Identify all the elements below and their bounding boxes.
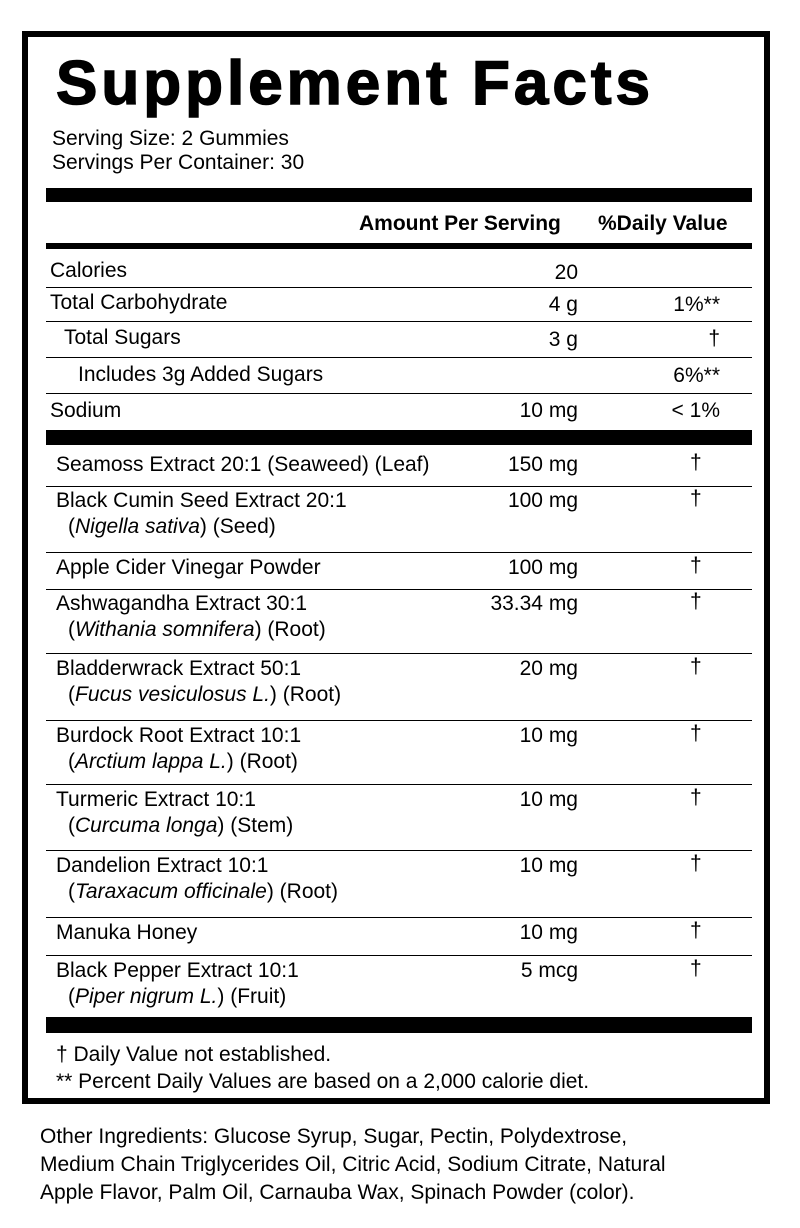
- paren-open: (: [68, 750, 75, 773]
- ingredient-daily-value: †: [690, 786, 702, 809]
- row-divider: [46, 486, 752, 487]
- ingredient-name: Black Pepper Extract 10:1: [56, 959, 299, 982]
- plant-part: ) (Root): [226, 750, 298, 773]
- row-divider: [46, 850, 752, 851]
- ingredient-daily-value: †: [690, 852, 702, 875]
- other-ingredients-line: Other Ingredients: Glucose Syrup, Sugar, Pectin, Polydextrose,: [40, 1125, 628, 1148]
- serving-size: Serving Size: 2 Gummies: [52, 127, 289, 150]
- nutrient-daily-value: < 1%: [671, 399, 720, 422]
- divider-thick: [46, 1017, 752, 1033]
- ingredient-amount: 20 mg: [519, 657, 578, 680]
- row-divider: [46, 393, 752, 394]
- nutrient-name: Sodium: [50, 399, 122, 422]
- ingredient-name: Apple Cider Vinegar Powder: [56, 556, 321, 579]
- ingredient-botanical: [68, 514, 276, 540]
- ingredient-name: Turmeric Extract 10:1: [56, 788, 256, 811]
- divider-medium: [46, 243, 752, 249]
- row-divider: [46, 720, 752, 721]
- ingredient-daily-value: †: [690, 722, 702, 745]
- latin-name: Fucus vesiculosus L.: [75, 683, 270, 706]
- ingredient-amount: 10 mg: [519, 854, 578, 877]
- ingredient-daily-value: †: [690, 451, 702, 474]
- ingredient-name: Burdock Root Extract 10:1: [56, 724, 302, 747]
- nutrient-name: Total Sugars: [64, 326, 181, 349]
- row-divider: [46, 321, 752, 322]
- paren-open: (: [68, 880, 75, 903]
- ingredient-name: Dandelion Extract 10:1: [56, 854, 269, 877]
- ingredient-amount: 150 mg: [507, 453, 578, 476]
- ingredient-botanical: [68, 749, 298, 775]
- row-divider: [46, 357, 752, 358]
- ingredient-name: Manuka Honey: [56, 921, 198, 944]
- nutrient-name: Calories: [50, 259, 128, 282]
- latin-name: Nigella sativa: [75, 515, 200, 538]
- ingredient-amount: 10 mg: [519, 921, 578, 944]
- ingredient-amount: 33.34 mg: [490, 592, 578, 615]
- paren-open: (: [68, 618, 75, 641]
- ingredient-name: Black Cumin Seed Extract 20:1: [56, 489, 347, 512]
- plant-part: ) (Fruit): [217, 985, 287, 1008]
- other-ingredients: [40, 1123, 780, 1207]
- latin-name: Arctium lappa L.: [75, 750, 227, 773]
- panel-title: Supplement Facts: [56, 49, 654, 118]
- row-divider: [46, 917, 752, 918]
- paren-open: (: [68, 985, 75, 1008]
- ingredient-amount: 100 mg: [507, 556, 578, 579]
- ingredient-name: Seamoss Extract 20:1 (Seaweed) (Leaf): [56, 453, 430, 476]
- ingredient-daily-value: †: [690, 487, 702, 510]
- ingredient-botanical: [68, 682, 341, 708]
- ingredient-daily-value: †: [690, 655, 702, 678]
- nutrient-amount: 4 g: [548, 293, 578, 316]
- paren-open: (: [68, 683, 75, 706]
- ingredient-daily-value: †: [690, 957, 702, 980]
- row-divider: [46, 653, 752, 654]
- plant-part: ) (Root): [254, 618, 326, 641]
- ingredient-daily-value: †: [690, 590, 702, 613]
- plant-part: ) (Root): [269, 683, 342, 706]
- nutrient-daily-value: 6%**: [673, 364, 720, 387]
- supplement-facts-panel: [22, 31, 770, 1104]
- paren-open: (: [68, 814, 75, 837]
- ingredient-name: Ashwagandha Extract 30:1: [56, 592, 307, 615]
- plant-part: ) (Seed): [199, 515, 276, 538]
- row-divider: [46, 552, 752, 553]
- ingredient-botanical: [68, 984, 286, 1010]
- ingredient-botanical: [68, 879, 338, 905]
- nutrient-daily-value: †: [708, 327, 720, 350]
- nutrient-name: Includes 3g Added Sugars: [78, 363, 324, 386]
- ingredient-amount: 10 mg: [519, 724, 578, 747]
- header-daily-value: %Daily Value: [598, 212, 728, 235]
- row-divider: [46, 784, 752, 785]
- divider-thick: [46, 188, 752, 202]
- divider-thick: [46, 430, 752, 445]
- ingredient-amount: 10 mg: [519, 788, 578, 811]
- plant-part: ) (Stem): [217, 814, 294, 837]
- row-divider: [46, 287, 752, 288]
- nutrient-name: Total Carbohydrate: [50, 291, 228, 314]
- servings-per-container: Servings Per Container: 30: [52, 151, 305, 174]
- other-ingredients-line: Apple Flavor, Palm Oil, Carnauba Wax, Spinach Powder (color).: [40, 1181, 635, 1204]
- latin-name: Piper nigrum L.: [75, 985, 218, 1008]
- header-amount: Amount Per Serving: [359, 212, 561, 235]
- other-ingredients-line: Medium Chain Triglycerides Oil, Citric Acid, Sodium Citrate, Natural: [40, 1153, 666, 1176]
- footnote-dagger: † Daily Value not established.: [56, 1043, 332, 1066]
- ingredient-botanical: [68, 813, 293, 839]
- ingredient-botanical: [68, 617, 326, 643]
- nutrient-amount: 3 g: [548, 328, 578, 351]
- plant-part: ) (Root): [266, 880, 339, 903]
- paren-open: (: [68, 515, 75, 538]
- ingredient-daily-value: †: [690, 554, 702, 577]
- latin-name: Withania somnifera: [75, 618, 255, 641]
- footnote-percent: ** Percent Daily Values are based on a 2,000 calorie diet.: [56, 1070, 590, 1093]
- ingredient-daily-value: †: [690, 919, 702, 942]
- latin-name: Taraxacum officinale: [75, 880, 267, 903]
- ingredient-amount: 5 mcg: [520, 959, 578, 982]
- ingredient-name: Bladderwrack Extract 50:1: [56, 657, 302, 680]
- nutrient-amount: 10 mg: [519, 399, 578, 422]
- row-divider: [46, 955, 752, 956]
- nutrient-amount: 20: [554, 261, 578, 284]
- row-divider: [46, 589, 752, 590]
- nutrient-daily-value: 1%**: [673, 293, 720, 316]
- latin-name: Curcuma longa: [75, 814, 218, 837]
- ingredient-amount: 100 mg: [507, 489, 578, 512]
